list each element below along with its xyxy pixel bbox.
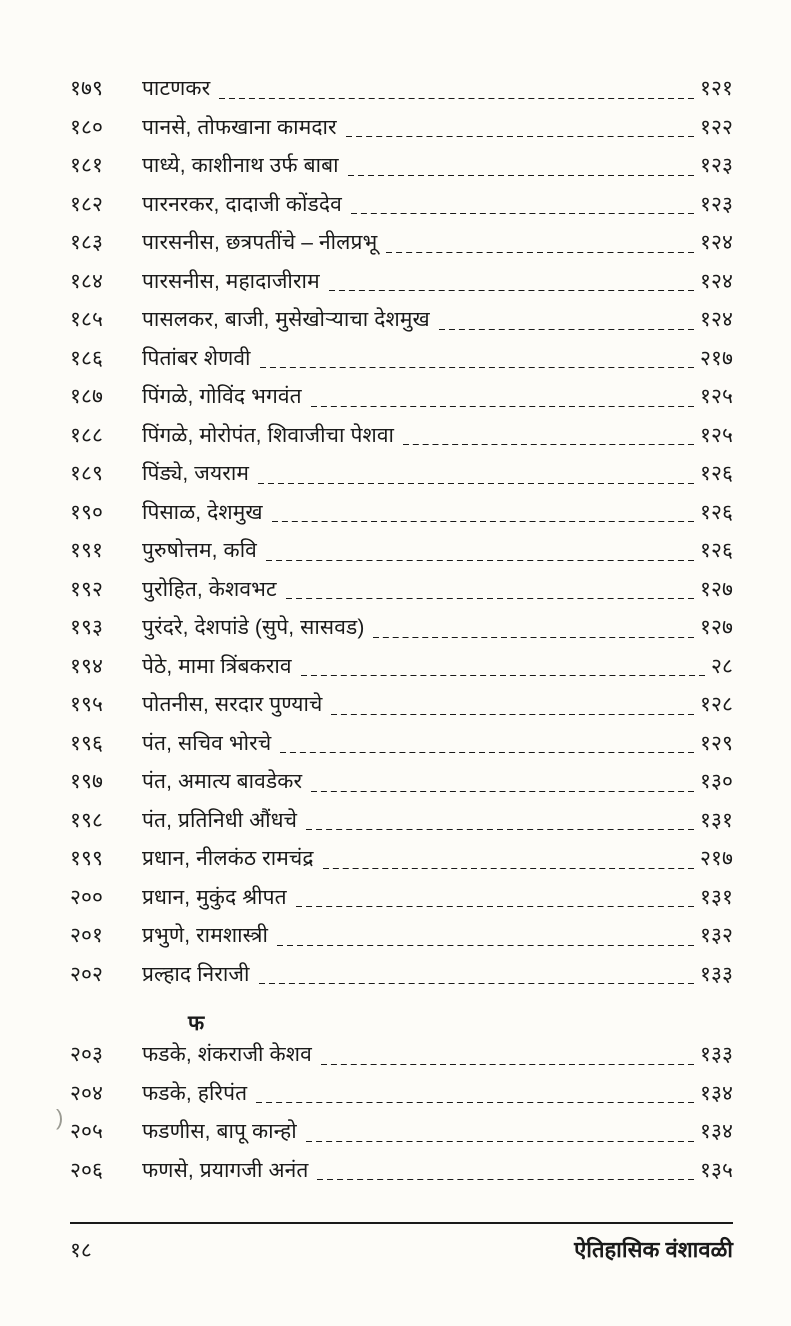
entry-number: १८७: [70, 385, 104, 408]
entry-name: पाध्ये, काशीनाथ उर्फ बाबा: [142, 154, 339, 177]
entry-page-number: १२५: [699, 385, 733, 408]
entry-page-number: १३१: [699, 808, 733, 832]
list-item: [70, 887, 733, 926]
entry-name: प्रधान, मुकुंद श्रीपत: [142, 885, 287, 909]
list-item: [70, 155, 733, 194]
entry-number: २०४: [70, 1081, 104, 1105]
entry-number: १९५: [70, 693, 104, 716]
entry-number: १९०: [70, 500, 104, 524]
page-number: १८: [70, 1239, 92, 1262]
index-entry-list-section-pha: [70, 1044, 733, 1198]
entry-page-number: १२८: [699, 693, 733, 716]
entry-page-number: १३३: [699, 962, 733, 986]
index-entry-list: [70, 78, 733, 1002]
entry-name: फडके, हरिपंत: [142, 1081, 248, 1105]
footer-row: [70, 1234, 733, 1264]
dot-leader: [260, 367, 694, 368]
entry-page-number: १३५: [699, 1158, 733, 1182]
entry-number: १९६: [70, 731, 104, 755]
entry-number: १८६: [70, 346, 104, 370]
list-item: [70, 964, 733, 1003]
dot-leader: [403, 444, 694, 445]
dot-leader: [439, 329, 694, 330]
dot-leader: [266, 560, 694, 561]
footer-divider: [70, 1222, 733, 1224]
entry-page-number: १२९: [699, 731, 733, 755]
section-heading: फ: [188, 1012, 205, 1035]
entry-name: पोतनीस, सरदार पुण्याचे: [142, 693, 323, 716]
dot-leader: [301, 675, 705, 676]
entry-page-number: १३१: [699, 885, 733, 909]
dot-leader: [311, 406, 694, 407]
entry-name: पारसनीस, महादाजीराम: [142, 269, 320, 293]
list-item: [70, 1160, 733, 1199]
book-title: ऐतिहासिक वंशावळी: [574, 1237, 733, 1262]
entry-page-number: १२६: [699, 539, 733, 562]
entry-name: पिंगळे, मोरोपंत, शिवाजीचा पेशवा: [142, 423, 395, 447]
dot-leader: [306, 829, 694, 830]
entry-number: १८४: [70, 269, 104, 293]
dot-leader: [286, 598, 694, 599]
entry-number: १८५: [70, 308, 104, 331]
entry-name: प्रल्हाद निराजी: [142, 962, 250, 986]
list-item: [70, 1121, 733, 1160]
dot-leader: [348, 175, 694, 176]
list-item: [70, 1044, 733, 1083]
entry-name: पिसाळ, देशमुख: [142, 500, 263, 524]
entry-number: १९३: [70, 616, 104, 639]
list-item: [70, 502, 733, 541]
entry-number: १८०: [70, 115, 104, 139]
entry-number: १९८: [70, 808, 104, 832]
dot-leader: [311, 791, 694, 792]
entry-name: पितांबर शेणवी: [142, 346, 251, 370]
dot-leader: [321, 1064, 694, 1065]
dot-leader: [259, 983, 694, 984]
entry-page-number: १२७: [699, 616, 733, 639]
list-item: [70, 925, 733, 964]
dot-leader: [306, 1141, 694, 1142]
dot-leader: [386, 252, 694, 253]
list-item: [70, 579, 733, 618]
entry-page-number: १२४: [699, 269, 733, 293]
entry-page-number: १२२: [699, 115, 733, 139]
entry-name: पुरंदरे, देशपांडे (सुपे, सासवड): [142, 616, 365, 639]
entry-number: १८८: [70, 423, 104, 447]
entry-number: १९४: [70, 654, 104, 678]
entry-number: २०५: [70, 1120, 104, 1143]
entry-page-number: १२१: [699, 77, 733, 100]
entry-number: १८३: [70, 231, 104, 254]
entry-page-number: २१७: [699, 346, 733, 370]
list-item: [70, 1083, 733, 1122]
entry-page-number: १३४: [699, 1081, 733, 1105]
entry-page-number: १२६: [699, 500, 733, 524]
entry-page-number: १२५: [699, 423, 733, 447]
entry-page-number: १३४: [699, 1120, 733, 1143]
entry-number: १७९: [70, 77, 104, 100]
dot-leader: [272, 521, 694, 522]
dot-leader: [351, 213, 694, 214]
list-item: [70, 232, 733, 271]
list-item: [70, 78, 733, 117]
entry-number: २०३: [70, 1043, 104, 1066]
entry-page-number: १२६: [699, 462, 733, 485]
page-edge-mark: ): [56, 1105, 64, 1130]
dot-leader: [346, 136, 694, 137]
entry-name: पासलकर, बाजी, मुसेखोऱ्याचा देशमुख: [142, 308, 430, 331]
entry-page-number: १२३: [699, 192, 733, 216]
entry-name: पेठे, मामा त्रिंबकराव: [142, 654, 292, 678]
list-item: [70, 848, 733, 887]
entry-name: प्रधान, नीलकंठ रामचंद्र: [142, 847, 314, 870]
dot-leader: [256, 1102, 694, 1103]
entry-name: पाटणकर: [142, 77, 211, 100]
list-item: [70, 194, 733, 233]
entry-name: पंत, प्रतिनिधी औंधचे: [142, 808, 298, 832]
dot-leader: [277, 945, 694, 946]
entry-name: फडके, शंकराजी केशव: [142, 1043, 312, 1066]
entry-number: २०१: [70, 924, 104, 947]
entry-name: प्रभुणे, रामशास्त्री: [142, 924, 269, 947]
dot-leader: [317, 1179, 693, 1180]
dot-leader: [331, 714, 693, 715]
dot-leader: [329, 290, 694, 291]
entry-name: पारनरकर, दादाजी कोंडदेव: [142, 192, 342, 216]
list-item: [70, 463, 733, 502]
dot-leader: [373, 637, 694, 638]
list-item: [70, 117, 733, 156]
entry-page-number: १२३: [699, 154, 733, 177]
entry-number: २०२: [70, 962, 104, 986]
entry-name: पुरोहित, केशवभट: [142, 577, 277, 601]
list-item: [70, 694, 733, 733]
page-footer: [70, 1222, 733, 1264]
list-item: [70, 348, 733, 387]
entry-number: १९७: [70, 770, 104, 793]
list-item: [70, 810, 733, 849]
entry-name: पिंड्ये, जयराम: [142, 462, 250, 485]
entry-name: पुरुषोत्तम, कवि: [142, 539, 257, 562]
entry-name: पिंगळे, गोविंद भगवंत: [142, 385, 302, 408]
entry-page-number: २८: [710, 654, 733, 678]
list-item: [70, 425, 733, 464]
entry-page-number: १३३: [699, 1043, 733, 1066]
list-item: [70, 733, 733, 772]
list-item: [70, 617, 733, 656]
entry-name: पंत, सचिव भोरचे: [142, 731, 272, 755]
entry-number: १९२: [70, 577, 104, 601]
entry-page-number: १३२: [699, 924, 733, 947]
entry-number: १८१: [70, 154, 104, 177]
entry-number: १८९: [70, 462, 104, 485]
list-item: [70, 386, 733, 425]
dot-leader: [323, 868, 694, 869]
dot-leader: [258, 483, 694, 484]
entry-page-number: १३०: [699, 770, 733, 793]
entry-number: १९९: [70, 847, 104, 870]
list-item: [70, 656, 733, 695]
entry-name: पारसनीस, छत्रपतींचे – नीलप्रभू: [142, 231, 378, 254]
list-item: [70, 540, 733, 579]
entry-name: पंत, अमात्य बावडेकर: [142, 770, 303, 793]
entry-number: १८२: [70, 192, 104, 216]
list-item: [70, 771, 733, 810]
entry-page-number: १२४: [699, 231, 733, 254]
dot-leader: [296, 906, 694, 907]
dot-leader: [280, 752, 694, 753]
entry-name: पानसे, तोफखाना कामदार: [142, 115, 337, 139]
entry-number: २००: [70, 885, 104, 909]
entry-number: १९१: [70, 539, 104, 562]
list-item: [70, 309, 733, 348]
list-item: [70, 271, 733, 310]
dot-leader: [219, 98, 694, 99]
entry-number: २०६: [70, 1158, 104, 1182]
entry-page-number: १२४: [699, 308, 733, 331]
entry-page-number: २१७: [699, 847, 733, 870]
entry-name: फडणीस, बापू कान्हो: [142, 1120, 297, 1143]
entry-name: फणसे, प्रयागजी अनंत: [142, 1158, 309, 1182]
entry-page-number: १२७: [699, 577, 733, 601]
